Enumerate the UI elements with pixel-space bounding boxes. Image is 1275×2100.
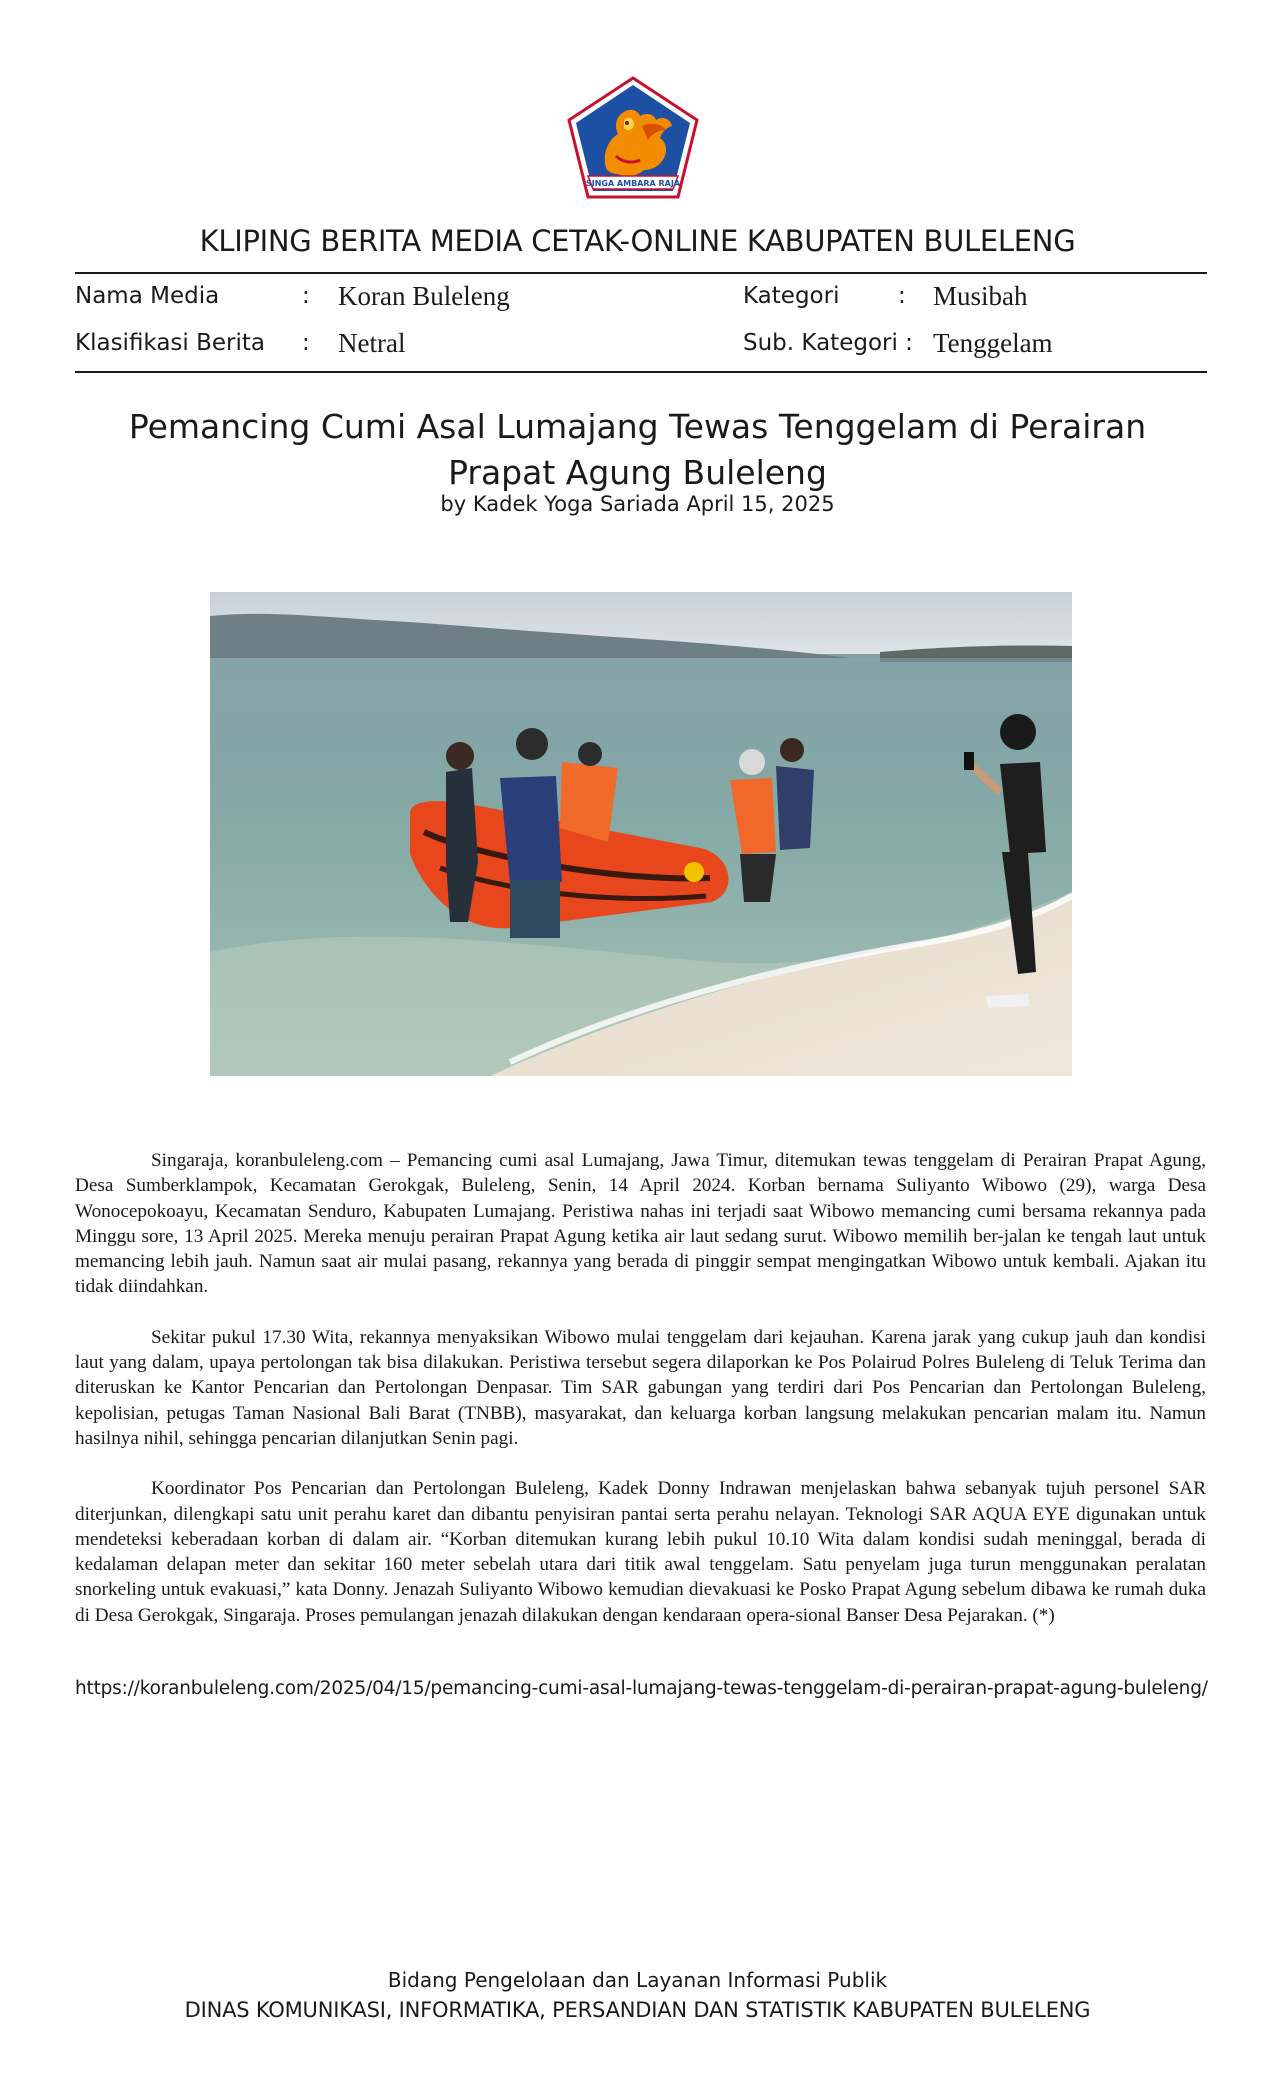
buleleng-emblem-logo <box>566 76 700 200</box>
meta-kategori-sep: : <box>898 283 906 309</box>
meta-nama-media-label: Nama Media <box>75 283 220 309</box>
article-byline: by Kadek Yoga Sariada April 15, 2025 <box>440 492 835 516</box>
source-url-link[interactable]: https://koranbuleleng.com/2025/04/15/pemancing-cumi-asal-lumajang-tewas-tenggelam-di-perairan-prapat-agung-buleleng/ <box>75 1678 1208 1699</box>
meta-kategori-value: Musibah <box>933 281 1028 311</box>
article-paragraph-2: Sekitar pukul 17.30 Wita, rekannya menyaksikan Wibowo mulai tenggelam dari kejauhan. Karena jarak yang cukup jauh dan kondisi laut yang dalam, upaya pertolongan tak bisa dilakukan. Peristiwa tersebut segera dilaporkan ke Pos Polairud Polres Buleleng di Teluk Terima dan diteruskan ke Kantor Pencarian dan Pertolongan Denpasar. Tim SAR gabungan yang terdiri dari Pos Pencarian dan Pertolongan Buleleng, kepolisian, petugas Taman Nasional Bali Barat (TNBB), masyarakat, dan keluarga korban langsung melakukan pencarian malam itu. Namun hasilnya nihil, sehingga pencarian dilanjutkan Senin pagi. <box>75 1326 1206 1449</box>
footer-division: Bidang Pengelolaan dan Layanan Informasi Publik <box>387 1968 888 1992</box>
footer-agency: DINAS KOMUNIKASI, INFORMATIKA, PERSANDIAN DAN STATISTIK KABUPATEN BULELENG <box>184 1998 1091 2022</box>
header-rule-bottom <box>75 371 1207 373</box>
meta-sub-kategori-value: Tenggelam <box>933 328 1053 358</box>
article-paragraph-3: Koordinator Pos Pencarian dan Pertolongan Buleleng, Kadek Donny Indrawan menjelaskan bahwa sebanyak tujuh personel SAR diterjunkan, dilengkapi satu unit perahu karet dan dibantu penyisiran pantai serta perahu nelayan. Teknologi SAR AQUA EYE digunakan untuk mendeteksi keberadaan korban di dalam air. “Korban ditemukan kurang lebih pukul 10.10 Wita dalam kondisi sudah meninggal, berada di kedalaman delapan meter dan sekitar 160 meter sebelah utara dari titik awal tenggelam. Satu penyelam juga turun menggunakan peralatan snorkeling untuk evakuasi,” kata Donny. Jenazah Suliyanto Wibowo kemudian dievakuasi ke Posko Prapat Agung sebelum dibawa ke rumah duka di Desa Gerokgak, Singaraja. Proses pemulangan jenazah dilakukan dengan kendaraan opera-sional Banser Desa Pejarakan. (*) <box>75 1478 1206 1626</box>
masthead-title: KLIPING BERITA MEDIA CETAK-ONLINE KABUPATEN BULELENG <box>199 224 1076 258</box>
header-rule-top <box>75 272 1207 274</box>
article-paragraph-1: Singaraja, koranbuleleng.com – Pemancing cumi asal Lumajang, Jawa Timur, ditemukan tewas tenggelam di Perairan Prapat Agung, Desa Sumberklampok, Kecamatan Gerokgak, Buleleng, Senin, 14 April 2024. Korban bernama Suliyanto Wibowo (29), warga Desa Wonocepokoayu, Kecamatan Senduro, Kabupaten Lumajang. Peristiwa nahas ini terjadi saat Wibowo memancing cumi bersama rekannya pada Minggu sore, 13 April 2025. Mereka menuju perairan Prapat Agung ketika air laut sedang surut. Wibowo memilih ber-jalan ke tengah laut untuk memancing lebih jauh. Namun saat air mulai pasang, rekannya yang berada di pinggir sempat mengingatkan Wibowo untuk kembali. Ajakan itu tidak diindahkan. <box>75 1150 1206 1298</box>
news-photo <box>210 592 1072 1076</box>
meta-klasifikasi-label: Klasifikasi Berita <box>75 330 266 356</box>
article-headline: Pemancing Cumi Asal Lumajang Tewas Tenggelam di Perairan Prapat Agung Buleleng <box>128 407 1147 492</box>
meta-klasifikasi-value: Netral <box>338 328 406 358</box>
meta-nama-media-sep: : <box>302 283 310 309</box>
meta-klasifikasi-sep: : <box>302 330 310 356</box>
article-body <box>75 1148 1206 1628</box>
emblem-motto: SINGA AMBARA RAJA <box>585 179 681 188</box>
meta-nama-media-value: Koran Buleleng <box>338 281 510 311</box>
meta-kategori-label: Kategori <box>743 283 840 309</box>
meta-sub-kategori-label: Sub. Kategori : <box>743 330 913 356</box>
